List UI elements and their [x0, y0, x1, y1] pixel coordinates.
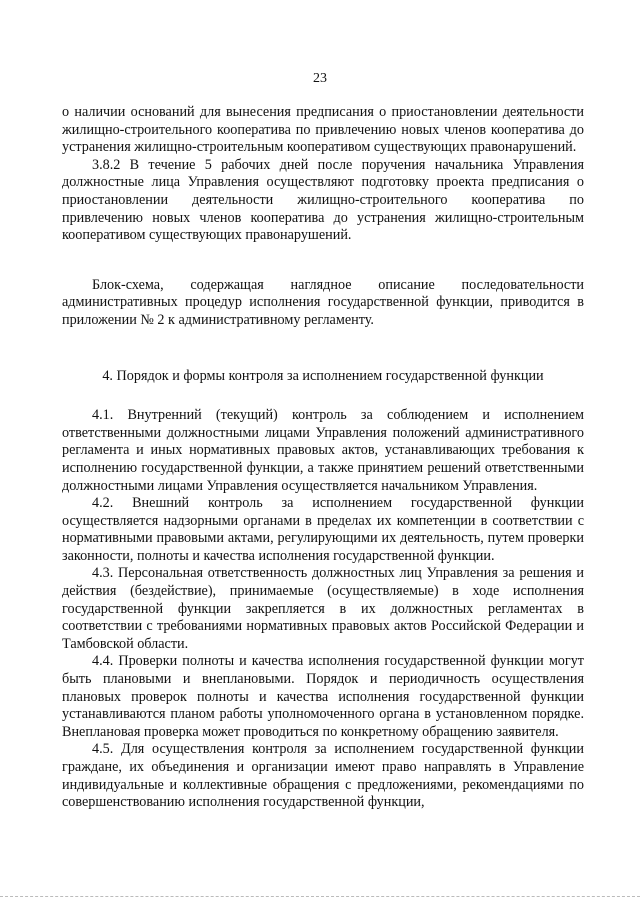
paragraph-4-5: 4.5. Для осуществления контроля за исполнением государственной функции граждане, их объединения и организации имеют право направлять в Управление индивидуальные и коллективные обращения с предложениями, рекомендациями по совершенствованию исполнения государственной функции, [62, 741, 584, 811]
paragraph-4-4: 4.4. Проверки полноты и качества исполнения государственной функции могут быть плановыми и внеплановыми. Порядок и периодичность осуществления плановых проверок полноты и качества исполнения государственной функции устанавливаются планом работы уполномоченного органа в установленном порядке. Внеплановая проверка может проводиться по конкретному обращению заявителя. [62, 653, 584, 740]
document-body [62, 104, 584, 812]
paragraph-block-scheme: Блок-схема, содержащая наглядное описание последовательности административных процедур исполнения государственной функции, приводится в приложении № 2 к административному регламенту. [62, 276, 584, 328]
paragraph-3-8-2: 3.8.2 В течение 5 рабочих дней после поручения начальника Управления должностные лица Управления осуществляют подготовку проекта предписания о приостановлении деятельности жилищно-строительного кооператива по привлечению новых членов кооператива до устранения жилищно-строительным кооперативом существующих правонарушений. [62, 156, 584, 244]
section-heading: 4. Порядок и формы контроля за исполнением государственной функции [102, 367, 544, 384]
paragraph-continuation: о наличии оснований для вынесения предписания о приостановлении деятельности жилищно-строительного кооператива по привлечению новых членов кооператива до устранения жилищно-строительным кооперативом существующих правонарушений. [62, 104, 584, 156]
paragraph-4-3: 4.3. Персональная ответственность должностных лиц Управления за решения и действия (бездействие), принимаемые (осуществляемые) в ходе исполнения государственной функции закрепляется в их должностных регламентах в соответствии с требованиями нормативных правовых актов Российской Федерации и Тамбовской области. [62, 565, 584, 652]
paragraph-4-2: 4.2. Внешний контроль за исполнением государственной функции осуществляется надзорными органами в пределах их компетенции в соответствии с нормативными правовыми актами, регулирующими их деятельность, путем проверки законности, полноты и качества исполнения государственной функции. [62, 495, 584, 564]
page-number: 23 [313, 71, 327, 86]
paragraph-4-1: 4.1. Внутренний (текущий) контроль за соблюдением и исполнением ответственными должностными лицами Управления положений административного регламента и иных нормативных правовых актов, устанавливающих требования к исполнению государственной функции, а также принятием решений ответственными должностными лицами Управления осуществляется начальником Управления. [62, 407, 584, 494]
page-bottom-edge [0, 896, 640, 897]
